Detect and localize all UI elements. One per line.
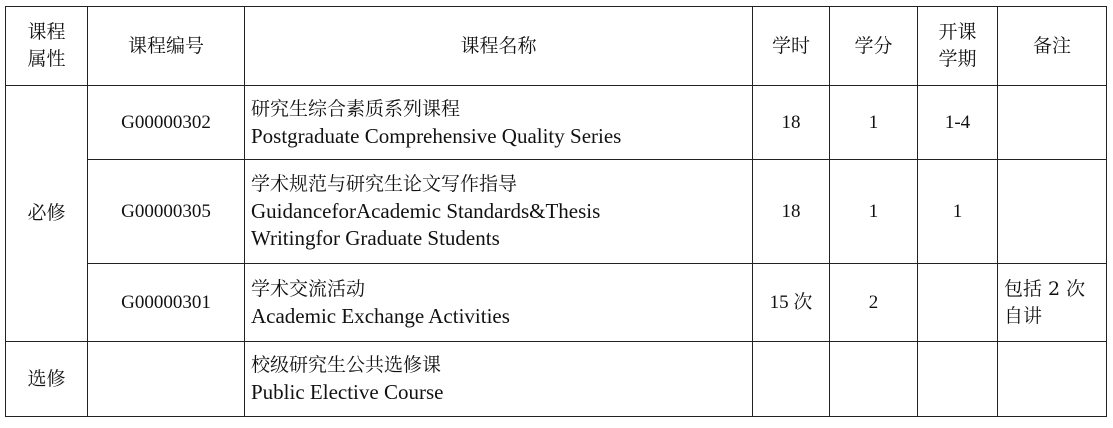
- course-term: 1: [918, 160, 998, 264]
- table-row: [6, 160, 1107, 264]
- course-name-en-line2: Writingfor Graduate Students: [251, 226, 500, 250]
- course-hours: 18: [753, 86, 830, 160]
- course-name-zh: 研究生综合素质系列课程: [251, 97, 461, 120]
- course-credits: [830, 342, 918, 417]
- attribute-required: 必修: [6, 86, 88, 342]
- course-hours: [753, 342, 830, 417]
- header-code: 课程编号: [88, 7, 245, 86]
- course-credits: 1: [830, 86, 918, 160]
- course-name: [245, 160, 753, 264]
- table-row: [6, 86, 1107, 160]
- course-name: [245, 264, 753, 342]
- header-attribute: 课程 属性: [6, 7, 88, 86]
- course-hours: 15 次: [753, 264, 830, 342]
- course-remarks: [998, 264, 1107, 342]
- header-name: 课程名称: [245, 7, 753, 86]
- header-term: 开课 学期: [918, 7, 998, 86]
- course-code: G00000301: [88, 264, 245, 342]
- course-name: [245, 86, 753, 160]
- table-row: [6, 342, 1107, 417]
- header-remarks: 备注: [998, 7, 1107, 86]
- course-code: G00000302: [88, 86, 245, 160]
- course-name-en: Postgraduate Comprehensive Quality Series: [251, 123, 622, 148]
- course-term: [918, 264, 998, 342]
- course-remarks: [998, 160, 1107, 264]
- remarks-line2: 自讲: [1004, 304, 1043, 327]
- course-remarks: [998, 86, 1107, 160]
- header-hours: 学时: [753, 7, 830, 86]
- course-remarks: [998, 342, 1107, 417]
- course-hours: 18: [753, 160, 830, 264]
- header-credits: 学分: [830, 7, 918, 86]
- table-row: [6, 264, 1107, 342]
- header-row: [6, 7, 1107, 86]
- course-name-en: Public Elective Course: [251, 380, 444, 404]
- course-name-zh: 学术规范与研究生论文写作指导: [251, 173, 518, 195]
- course-code: G00000305: [88, 160, 245, 264]
- course-credits: 1: [830, 160, 918, 264]
- attribute-elective: 选修: [6, 342, 88, 417]
- course-term: [918, 342, 998, 417]
- course-name-zh: 学术交流活动: [251, 277, 366, 300]
- course-name-zh: 校级研究生公共选修课: [251, 354, 442, 376]
- course-term: 1-4: [918, 86, 998, 160]
- course-name-en: Academic Exchange Activities: [251, 303, 510, 328]
- course-credits: 2: [830, 264, 918, 342]
- course-name: [245, 342, 753, 417]
- course-code: [88, 342, 245, 417]
- course-table: [5, 6, 1107, 417]
- course-name-en: GuidanceforAcademic Standards&Thesis: [251, 199, 601, 223]
- remarks-line1: 包括 2 次: [1004, 277, 1086, 300]
